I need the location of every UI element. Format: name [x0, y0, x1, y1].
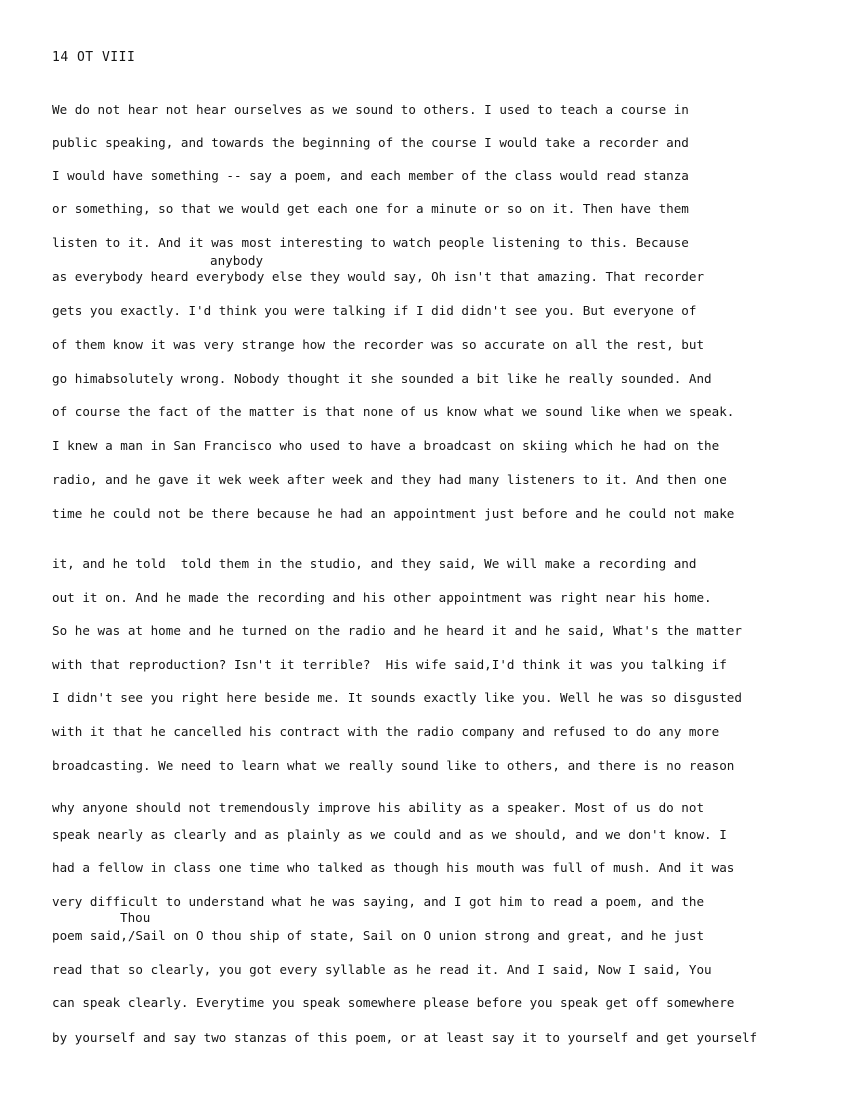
text-line: why anyone should not tremendously improve his ability as a speaker. Most of us do not	[52, 800, 705, 815]
text-line: had a fellow in class one time who talked as though his mouth was full of mush. And it was	[52, 860, 735, 875]
text-line: it, and he told told them in the studio, and they said, We will make a recording and	[52, 556, 697, 571]
text-line: can speak clearly. Everytime you speak somewhere please before you speak get off somewhere	[52, 995, 735, 1010]
text-line: poem said,/Sail on O thou ship of state, Sail on O union strong and great, and he just	[52, 928, 705, 943]
interlinear-insertion-thou: Thou	[120, 910, 151, 925]
text-line: of course the fact of the matter is that none of us know what we sound like when we speak.	[52, 404, 735, 419]
text-line: out it on. And he made the recording and his other appointment was right near his home.	[52, 590, 712, 605]
text-line: very difficult to understand what he was saying, and I got him to read a poem, and the	[52, 894, 705, 909]
text-line: by yourself and say two stanzas of this poem, or at least say it to yourself and get yourself	[52, 1030, 758, 1045]
text-line: I didn't see you right here beside me. It sounds exactly like you. Well he was so disgusted	[52, 690, 742, 705]
text-line: gets you exactly. I'd think you were talking if I did didn't see you. But everyone of	[52, 303, 697, 318]
text-line: I knew a man in San Francisco who used to have a broadcast on skiing which he had on the	[52, 438, 720, 453]
text-line: read that so clearly, you got every syllable as he read it. And I said, Now I said, You	[52, 962, 712, 977]
text-line: speak nearly as clearly and as plainly as we could and as we should, and we don't know. I	[52, 827, 727, 842]
text-line: I would have something -- say a poem, and each member of the class would read stanza	[52, 168, 689, 183]
text-line: or something, so that we would get each one for a minute or so on it. Then have them	[52, 201, 689, 216]
text-line: listen to it. And it was most interesting to watch people listening to this. Because	[52, 235, 689, 250]
text-line: public speaking, and towards the beginning of the course I would take a recorder and	[52, 135, 689, 150]
text-line: radio, and he gave it wek week after week and they had many listeners to it. And then one	[52, 472, 727, 487]
text-line: broadcasting. We need to learn what we really sound like to others, and there is no reason	[52, 758, 735, 773]
text-line: with it that he cancelled his contract with the radio company and refused to do any more	[52, 724, 720, 739]
interlinear-insertion-anybody: anybody	[210, 253, 264, 268]
text-line: with that reproduction? Isn't it terrible? His wife said,I'd think it was you talking if	[52, 657, 727, 672]
text-line: of them know it was very strange how the recorder was so accurate on all the rest, but	[52, 337, 705, 352]
text-line: time he could not be there because he had an appointment just before and he could not make	[52, 506, 735, 521]
text-line: We do not hear not hear ourselves as we sound to others. I used to teach a course in	[52, 102, 689, 117]
text-line: as everybody heard everybody else they would say, Oh isn't that amazing. That recorder	[52, 269, 705, 284]
page-header: 14 OT VIII	[52, 50, 136, 65]
text-line: So he was at home and he turned on the radio and he heard it and he said, What's the matter	[52, 623, 742, 638]
text-line: go himabsolutely wrong. Nobody thought it she sounded a bit like he really sounded. And	[52, 371, 712, 386]
